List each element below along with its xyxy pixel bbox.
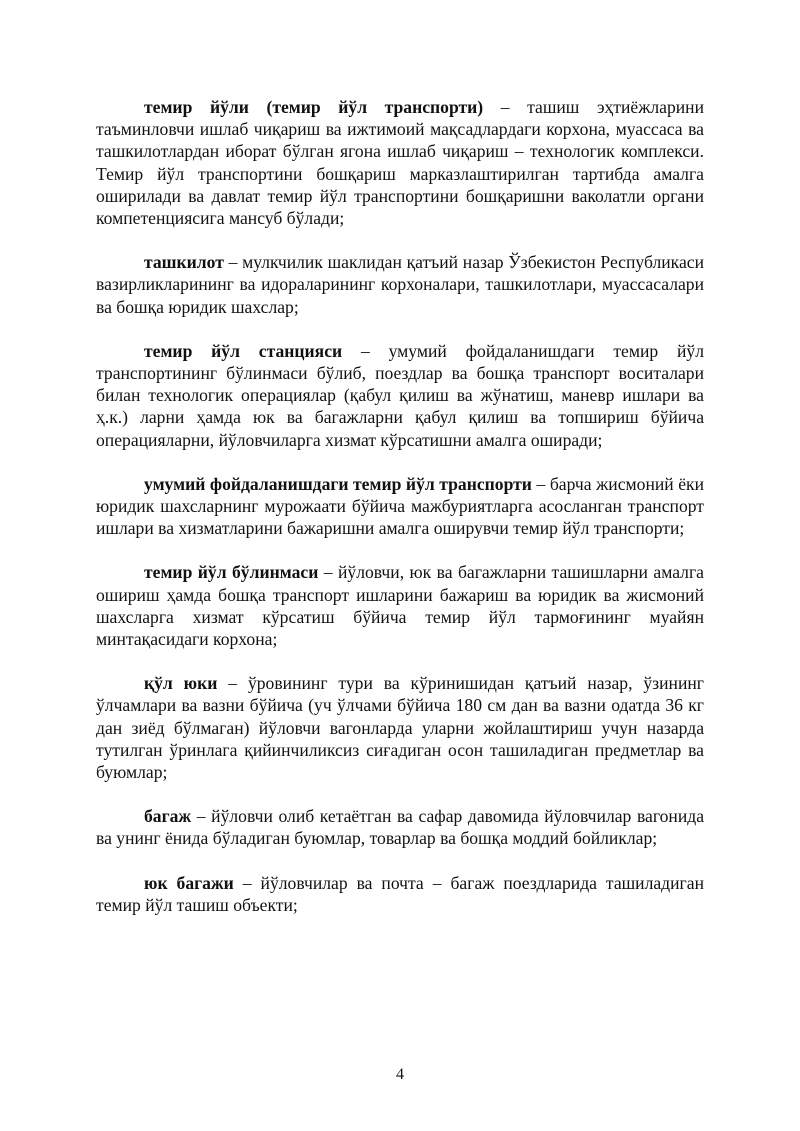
definition-term: қўл юки xyxy=(144,673,218,694)
document-body xyxy=(96,96,704,938)
definition-text: – барча жисмоний ёки юридик шахсларнинг мурожаати бўйича мажбуриятларга асосланган транспорт ишлари ва хизматларини бажаришни амалга оширувчи темир йўл транспорти; xyxy=(96,473,705,539)
definition-paragraph xyxy=(96,672,704,783)
definition-term: темир йўл бўлинмаси xyxy=(144,562,319,583)
definition-term: юк багажи xyxy=(144,872,234,893)
definition-term: умумий фойдаланишдаги темир йўл транспорти xyxy=(144,473,532,494)
definition-term: темир йўл станцияси xyxy=(144,340,343,361)
definition-text: – йўловчилар ва почта – багаж поездларида ташиладиган темир йўл ташиш объекти; xyxy=(96,872,704,915)
definition-term: ташкилот xyxy=(144,252,224,273)
definition-paragraph xyxy=(96,340,704,451)
definition-term: багаж xyxy=(144,806,192,827)
definition-term: темир йўли (темир йўл транспорти) xyxy=(144,97,484,117)
page-number: 4 xyxy=(396,1066,404,1083)
definition-text: – умумий фойдаланишдаги темир йўл транспортининг бўлинмаси бўлиб, поездлар ва бошқа транспорт воситалари билан технологик операциялар (қабул қилиш ва жўнатиш, маневр ишлари ва ҳ.к.) ларни ҳамда юк ва багажларни қабул қилиш ва топшириш бўйича операцияларни, йўловчиларга хизмат кўрсатишни амалга оширади; xyxy=(96,340,704,450)
definition-paragraph xyxy=(96,805,704,849)
definition-text: – мулкчилик шаклидан қатъий назар Ўзбекистон Республикаси вазирликларининг ва идораларининг корхоналари, ташкилотлари, муассасалари ва бошқа юридик шахслар; xyxy=(96,252,704,317)
definition-paragraph xyxy=(96,96,704,229)
definition-text: – ташиш эҳтиёжларини таъминловчи ишлаб чиқариш ва ижтимоий мақсадлардаги корхона, муассаса ва ташкилотлардан иборат бўлган ягона ишлаб чиқариш – технологик комплекси. Темир йўл транспортини бошқариш марказлаштирилган тартибда амалга оширилади ва давлат темир йўл транспортини бошқаришни ваколатли органи компетенциясига мансуб бўлади; xyxy=(96,97,704,229)
definition-text: – йўловчи олиб кетаётган ва сафар давомида йўловчилар вагонида ва унинг ёнида бўладиган буюмлар, товарлар ва бошқа моддий бойликлар; xyxy=(96,806,704,849)
definition-text: – йўловчи, юк ва багажларни ташишларни амалга ошириш ҳамда бошқа транспорт ишларини бажариш ва юридик ва жисмоний шахсларга хизмат кўрсатиш бўйича темир йўл тармоғининг муайян минтақасидаги корхона; xyxy=(96,562,704,650)
definition-paragraph xyxy=(96,251,704,318)
definition-paragraph xyxy=(96,872,704,916)
definition-paragraph xyxy=(96,473,704,540)
definition-text: – ўровининг тури ва кўринишидан қатъий назар, ўзининг ўлчамлари ва вазни бўйича (уч ўлчами бўйича 180 см дан ва вазни одатда 36 кг дан зиёд бўлмаган) йўловчи вагонларда уларни жойлаштириш учун назарда тутилган ўринлага қийинчиликсиз сиғадиган осон ташиладиган предметлар ва буюмлар; xyxy=(96,673,704,783)
definition-paragraph xyxy=(96,561,704,650)
